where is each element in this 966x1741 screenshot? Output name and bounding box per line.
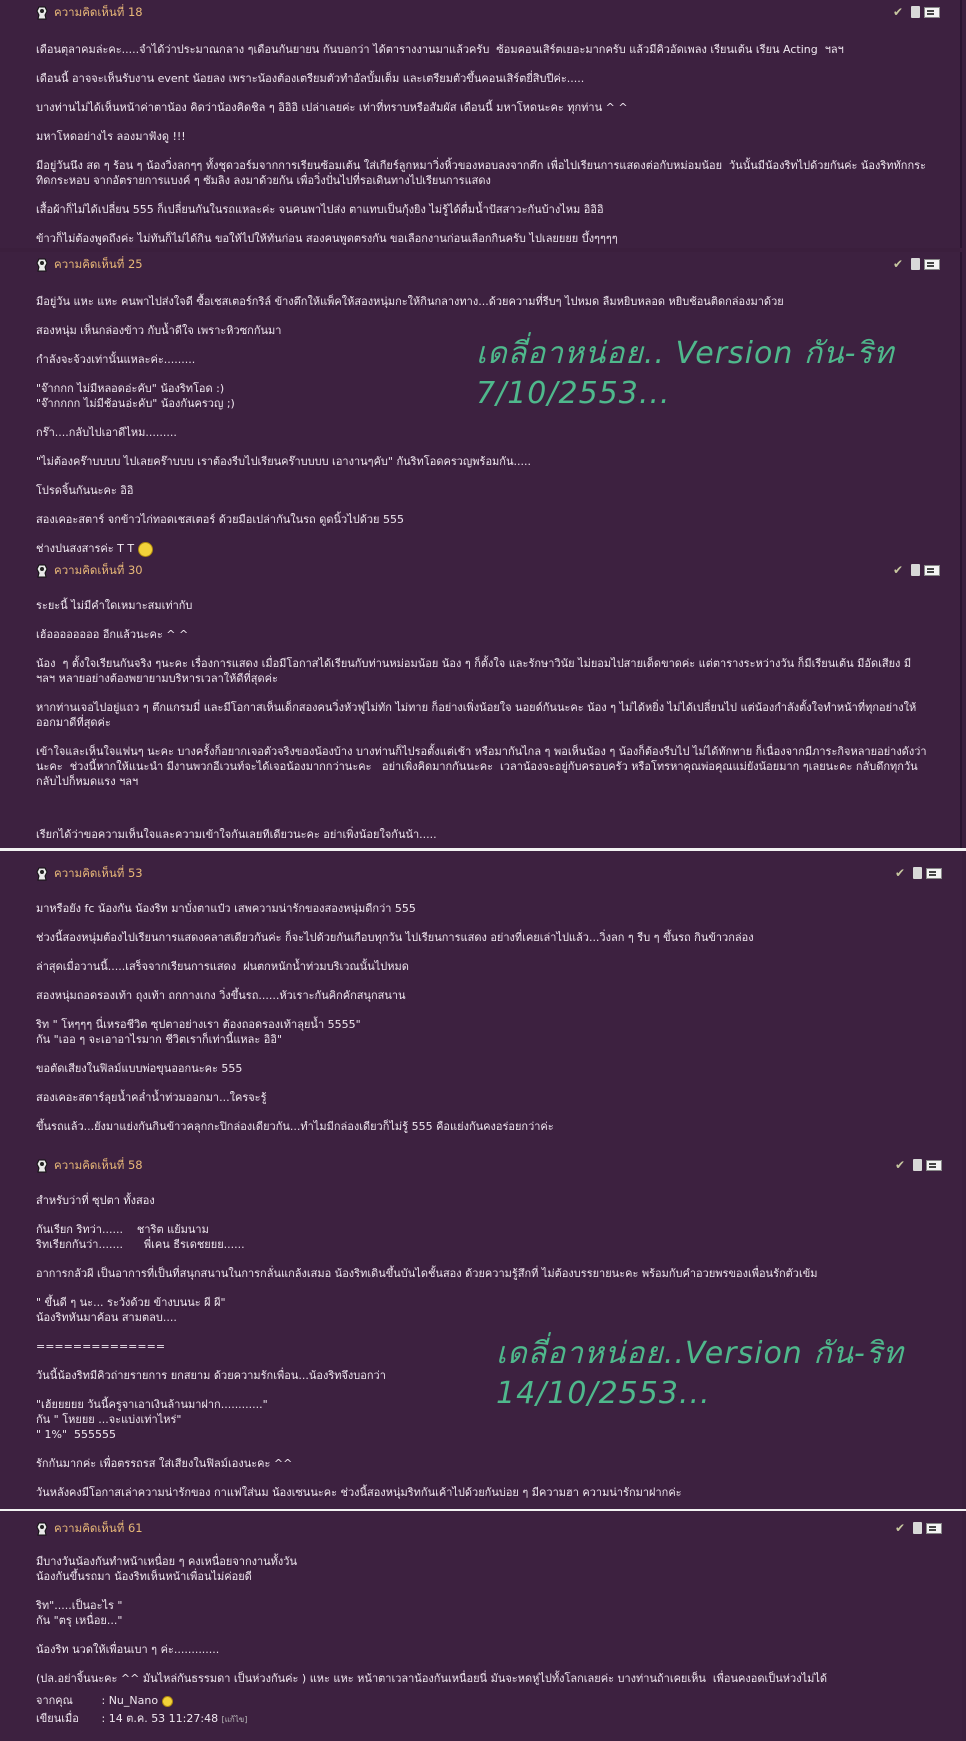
text-line: ============== <box>36 1340 166 1353</box>
quote-icon[interactable] <box>924 259 940 270</box>
overlay-caption-1 <box>476 334 894 414</box>
comment-number[interactable]: ความคิดเห็นที่ 61 <box>54 1521 143 1535</box>
comment-tools <box>893 564 940 576</box>
comment-number[interactable]: ความคิดเห็นที่ 58 <box>54 1158 143 1172</box>
user-icon <box>36 6 48 20</box>
comment-tools <box>895 1522 942 1534</box>
text-line: มีบางวันน้องกันทำหน้าเหนื่อย ๆ คงเหนื่อยจากงานทั้งวัน น้องกันขึ้นรถมา น้องริทเห็นหน้าเพื่อนไม่ค่อยดี <box>36 1555 297 1583</box>
check-icon[interactable]: ✔ <box>893 257 904 271</box>
text-line: ขอตัดเสียงในฟิลม์แบบพ่อขุนออกนะคะ 555 <box>36 1062 243 1075</box>
text-line: กำลังจะจ้วงเท่านั้นแหละค่ะ......... <box>36 353 196 366</box>
text-line: สองเคอะสตาร์ลุยน้ำคล่ำน้ำท่วมออกมา...ใครจะรู้ <box>36 1091 267 1104</box>
trash-icon[interactable] <box>913 1522 922 1534</box>
text-line: วันหลังคงมีโอกาสเล่าความน่ารักของ กาแฟใส่นม น้องเซนนะคะ ช่วงนี้สองหนุ่มริทกันเค้าไปด้วยกันบ่อย ๆ มีความฮา ความน่ารักมาฝากค่ะ <box>36 1486 682 1499</box>
text-line: สองหนุ่ม เห็นกล่องข้าว กับน้ำดีใจ เพราะหิวซกกันมา <box>36 324 282 337</box>
date-label: เขียนเมื่อ <box>36 1712 79 1725</box>
overlay-title: เดลี่อาหน่อย.. Version กัน-ริท <box>476 336 895 371</box>
text-line: " ขึ้นดี ๆ นะ... ระวังด้วย ข้างบนนะ ผี ผี" น้องริทหันมาค้อน สามตลบ.... <box>36 1296 226 1324</box>
overlay-title: เดลี่อาหน่อย..Version กัน-ริท <box>496 1336 904 1371</box>
comment-body <box>36 278 930 557</box>
quote-icon[interactable] <box>926 1523 942 1534</box>
comment-header <box>36 1153 932 1179</box>
post-date: : 14 ต.ค. 53 11:27:48 <box>101 1712 219 1725</box>
trash-icon[interactable] <box>913 1159 922 1171</box>
trash-icon[interactable] <box>913 867 922 879</box>
text-line: กร๊า....กลับไปเอาดีไหม......... <box>36 426 177 439</box>
text-line: ช่วงนี้สองหนุ่มต้องไปเรียนการแสดงคลาสเดียวกันค่ะ ก็จะไปด้วยกันเกือบทุกวัน ไปเรียนการแสดง อย่างที่เคยเล่าไปแล้ว...วิ่งลก ๆ รีบ ๆ ขึ้นรถ กินข้าวกล่อง <box>36 931 754 944</box>
comment-body <box>36 584 930 842</box>
text-line: เสื้อผ้าก็ไม่ได้เปลี่ยน 555 ก็เปลี่ยนกันในรถแหละค่ะ จนคนพาไปส่ง ตาแทบเป็นกุ้งยิง ไม่รู้ได้ดื่มน้ำปัสสาวะกันบ้างไหม อิอิอิ <box>36 203 604 216</box>
comment-header <box>36 0 930 26</box>
user-icon <box>36 1522 48 1536</box>
text-line: (ปล.อย่าจิ้นนะคะ ^^ มันไหล่กันธรรมดา เป็นห่วงกันค่ะ ) แหะ แหะ หน้าตาเวลาน้องกันเหนื่อยนี่ มันจะหดหู่ไปทั้งโลกเลยค่ะ บางท่านถ้าเคยเห็น เพื่อนคงอดเป็นห่วงไม่ได้ <box>36 1672 828 1685</box>
text-line: กันเรียก ริทว่า...... ชาริต แย้มนาม ริทเรียกกันว่า....... พี่เคน ธีรเดชยยย...... <box>36 1223 245 1251</box>
comment-header <box>36 252 930 278</box>
text-line: สำหรับว่าที่ ซุปตา ทั้งสอง <box>36 1194 155 1207</box>
check-icon[interactable]: ✔ <box>895 866 906 880</box>
comment-body <box>36 1542 932 1729</box>
comment-18 <box>0 0 962 248</box>
overlay-caption-2 <box>496 1334 904 1414</box>
edit-link[interactable]: [แก้ไข] <box>221 1715 248 1724</box>
comment-tools <box>895 867 942 879</box>
smile-icon <box>162 1696 173 1707</box>
text-line: สองหนุ่มถอดรองเท้า ถุงเท้า ถกกางเกง วิ่งขึ้นรถ......หัวเราะกันคิกคักสนุกสนาน <box>36 989 406 1002</box>
text-line: มาหรือยัง fc น้องกัน น้องริท มาบั่งตาแป๋ว เสพความน่ารักของสองหนุ่มดีกว่า 555 <box>36 902 416 915</box>
crying-emoji-icon <box>138 542 153 557</box>
signature <box>36 1692 932 1729</box>
check-icon[interactable]: ✔ <box>895 1158 906 1172</box>
text-line: สองเคอะสตาร์ จกข้าวไก่ทอดเชสเตอร์ ด้วยมือเปล่ากันในรถ ดูดนิ้วไปด้วย 555 <box>36 513 404 526</box>
from-label: จากคุณ <box>36 1694 73 1707</box>
text-line: เข้าใจและเห็นใจแฟนๆ นะคะ บางครั้งก็อยากเจอตัวจริงของน้องบ้าง บางท่านก็ไปรอตั้งแต่เช้า หรือมากันไกล ๆ พอเห็นน้อง ๆ น้องก็ต้องรีบไป ไม่ได้ทักทาย ก็เนื่องจากมีภาระกิจหลายอย่างดังว่านะคะ ช่วงนี้หากให้แนะนำ มีงานพวกอีเวนท์จะได้เจอน้องมากกว่านะคะ อย่าเพิ่งคิดมากกันนะคะ เวลาน้องจะอยู่กับครอบครัว หรือโทรหาคุณพ่อคุณแม่ยังน้อยมาก ๆเลยนะคะ กลับดึกทุกวัน กลับไปก็หมดแรง ฯลฯ <box>36 745 927 788</box>
comment-body <box>36 887 932 1134</box>
comment-tools <box>893 258 940 270</box>
comment-53 <box>0 851 962 1151</box>
text-line: มีอยู่วันนึง สด ๆ ร้อน ๆ น้องวิ่งลกๆๆ ทั้งชุดวอร์มจากการเรียนซ้อมเต้น ใส่เกียร์ลูกหมาวิ่งหิ้วของหอบลงจากตึก เพื่อไปเรียนการแสดงต่อกับหม่อมน้อย วันนั้นมีน้องริทไปด้วยกันค่ะ น้องริททักกระทิดกระหอบ จากอัตรายการแบงค์ ๆ ซัมลิง ลงมาด้วยกัน เพื่อวิ่งปั่นไปที่รอเดินทางไปเรียนการแสดง <box>36 159 926 187</box>
user-icon <box>36 867 48 881</box>
user-icon <box>36 258 48 272</box>
quote-icon[interactable] <box>926 1160 942 1171</box>
text-line: น้อง ๆ ตั้งใจเรียนกันจริง ๆนะคะ เรื่องการแสดง เมื่อมีโอกาสได้เรียนกับท่านหม่อมน้อย น้อง ๆ ก็ตั้งใจ และรักษาวินัย ไม่ยอมไปสายเด็ดขาดค่ะ แต่ตารางระหว่างวัน ก็มีเรียนเต้น มีอัดเสียง มี ฯลฯ หลายอย่างต้องพยายามบริหารเวลาให้ดีที่สุดค่ะ <box>36 657 915 685</box>
quote-icon[interactable] <box>926 868 942 879</box>
comment-header <box>36 861 932 887</box>
text-line: เรียกได้ว่าขอความเห็นใจและความเข้าใจกันเลยทีเดียวนะคะ อย่าเพิ่งน้อยใจกันน้า..... <box>36 828 437 841</box>
text-line: น้องริท นวดให้เพื่อนเบา ๆ ค่ะ............. <box>36 1643 220 1656</box>
text-line: ริท".....เป็นอะไร " กัน "ตรุ เหนื่อย..." <box>36 1599 123 1627</box>
quote-icon[interactable] <box>924 7 940 18</box>
signature-from <box>36 1692 932 1710</box>
text-line: ระยะนี้ ไม่มีคำใดเหมาะสมเท่ากับ <box>36 599 193 612</box>
comment-number[interactable]: ความคิดเห็นที่ 30 <box>54 563 143 577</box>
comment-58 <box>0 1151 962 1509</box>
comment-30 <box>0 558 962 848</box>
text-line: โปรดจิ้นกันนะคะ อิอิ <box>36 484 134 497</box>
text-line: ข้าวก็ไม่ต้องพูดถึงค่ะ ไม่ทันก็ไม่ได้กิน ขอให้ไปให้ทันก่อน สองคนพูดตรงกัน ขอเลือกงานก่อนเลือกกินครับ ไปเลยยยย บึ้งๆๆๆๆ <box>36 232 618 245</box>
author-name[interactable]: : Nu_Nano <box>101 1694 159 1707</box>
check-icon[interactable]: ✔ <box>893 5 904 19</box>
user-icon <box>36 564 48 578</box>
text-line: อาการกลัวผี เป็นอาการที่เป็นที่สนุกสนานในการกลั่นแกล้งเสมอ น้องริทเดินขึ้นบันไดชั้นสอง ด้วยความรู้สึกที่ ไม่ต้องบรรยายนะคะ พร้อมกับคำอวยพรของเพื่อนรักตัวเข้ม <box>36 1267 818 1280</box>
text-line: มหาโหดอย่างไร ลองมาฟังดู !!! <box>36 130 186 143</box>
text-line: "จ๊ากกก ไม่มีหลอดอ่ะคับ" น้องริทโอด :) "จ๊ากกกก ไม่มีช้อนอ่ะคับ" น้องกันครวญ ;) <box>36 382 235 410</box>
text-line: ริท " โหๆๆๆ นี่เหรอชีวิต ซุปตาอย่างเรา ต้องถอดรองเท้าลุยน้ำ 5555" กัน "เออ ๆ จะเอาอาไรมาก ชีวิตเราก็เท่านี้แหละ อิอิ" <box>36 1018 361 1046</box>
overlay-date: 14/10/2553... <box>496 1376 711 1411</box>
text-line: หากท่านเจอไปอยู่แถว ๆ ตึกแกรมมี่ และมีโอกาสเห็นเด็กสองคนวิ่งหัวฟูไม่ทัก ไม่ทาย ก็อย่างเพิ่งน้อยใจ นอยด์กันนะคะ น้อง ๆ ไม่ได้หยิ่ง ไม่ได้เปลี่ยนไป แต่น้องกำลังตั้งใจทำหน้าที่ทุกอย่างให้ออกมาดีที่สุดค่ะ <box>36 701 917 729</box>
comment-tools <box>893 6 940 18</box>
text-line: เดือนนี้ อาจจะเห็นรับงาน event น้อยลง เพราะน้องต้องเตรียมตัวทำอัลบั้มเต็ม และเตรียมตัวขึ้นคอนเสิร์ตยี่สิบปีค่ะ..... <box>36 72 585 85</box>
trash-icon[interactable] <box>911 564 920 576</box>
text-line: ขึ้นรถแล้ว...ยังมาแย่งกันกินข้าวคลุกกะปิกล่องเดียวกัน...ทำไมมีกล่องเดียวก็ไม่รู้ 555 คือแย่งกันคงอร่อยกว่าค่ะ <box>36 1120 554 1133</box>
text-line: ล่าสุดเมื่อวานนี้.....เสร็จจากเรียนการแสดง ฝนตกหนักน้ำท่วมบริเวณนั้นไปหมด <box>36 960 409 973</box>
text-line: เดือนตุลาคมล่ะคะ.....จำได้ว่าประมาณกลาง ๆเดือนกันยายน กันบอกว่า ได้ตารางงานมาแล้วครับ ซ้อมคอนเสิร์ตเยอะมากครับ แล้วมีคิวอัดเพลง เรียนเต้น เรียน Acting ฯลฯ <box>36 43 844 56</box>
check-icon[interactable]: ✔ <box>893 563 904 577</box>
user-icon <box>36 1159 48 1173</box>
trash-icon[interactable] <box>911 258 920 270</box>
text-line: มีอยู่วัน แหะ แหะ คนพาไปส่งใจดี ซื้อเชสเตอร์กริล์ ข้างตึกให้แพ็คให้สองหนุ่มกะให้กินกลางทาง...ด้วยความที่รีบๆ ไปหมด ลืมหยิบหลอด หยิบช้อนติดกล่องมาด้วย <box>36 295 784 308</box>
overlay-date: 7/10/2553... <box>476 376 671 411</box>
trash-icon[interactable] <box>911 6 920 18</box>
text-line: วันนี้น้องริทมีคิวถ่ายรายการ ยกสยาม ด้วยความรักเพื่อน...น้องริทจึงบอกว่า <box>36 1369 386 1382</box>
text-line: "เฮ้ยยยยย วันนี้ครูจาเอาเงินล้านมาฝาก............" กัน " โหยยย ...จะแบ่งเท่าไหร่" " 1%" 555555 <box>36 1398 268 1441</box>
text-line: เฮ้ออออออออ อีกแล้วนะคะ ^ ^ <box>36 628 189 641</box>
comment-header <box>36 1516 932 1542</box>
signature-date <box>36 1710 932 1729</box>
text-line-with-emoji <box>36 541 930 557</box>
comment-number[interactable]: ความคิดเห็นที่ 53 <box>54 866 143 880</box>
comment-number[interactable]: ความคิดเห็นที่ 25 <box>54 257 143 271</box>
comment-tools <box>895 1159 942 1171</box>
quote-icon[interactable] <box>924 565 940 576</box>
text-line: ช่างปนสงสารค่ะ T T <box>36 542 135 555</box>
check-icon[interactable]: ✔ <box>895 1521 906 1535</box>
comment-number[interactable]: ความคิดเห็นที่ 18 <box>54 5 143 19</box>
comment-61 <box>0 1511 962 1741</box>
comment-header <box>36 558 930 584</box>
text-line: "ไม่ต้องคร๊าบบบบ ไปเลยคร๊าบบบ เราต้องรีบไปเรียนคร๊าบบบบ เอางานๆคับ" กันริทโอดครวญพร้อมกัน..... <box>36 455 531 468</box>
text-line: บางท่านไม่ได้เห็นหน้าค่าตาน้อง คิดว่าน้องคิดชิล ๆ อิอิอิ เปล่าเลยค่ะ เท่าที่ทราบหรือสัมผัส เดือนนี้ มหาโหดนะคะ ทุกท่าน ^ ^ <box>36 101 628 114</box>
comment-body <box>36 26 930 246</box>
text-line: รักกันมากค่ะ เพื่อตรรถรส ใส่เสียงในฟิลม์เองนะคะ ^^ <box>36 1457 293 1470</box>
